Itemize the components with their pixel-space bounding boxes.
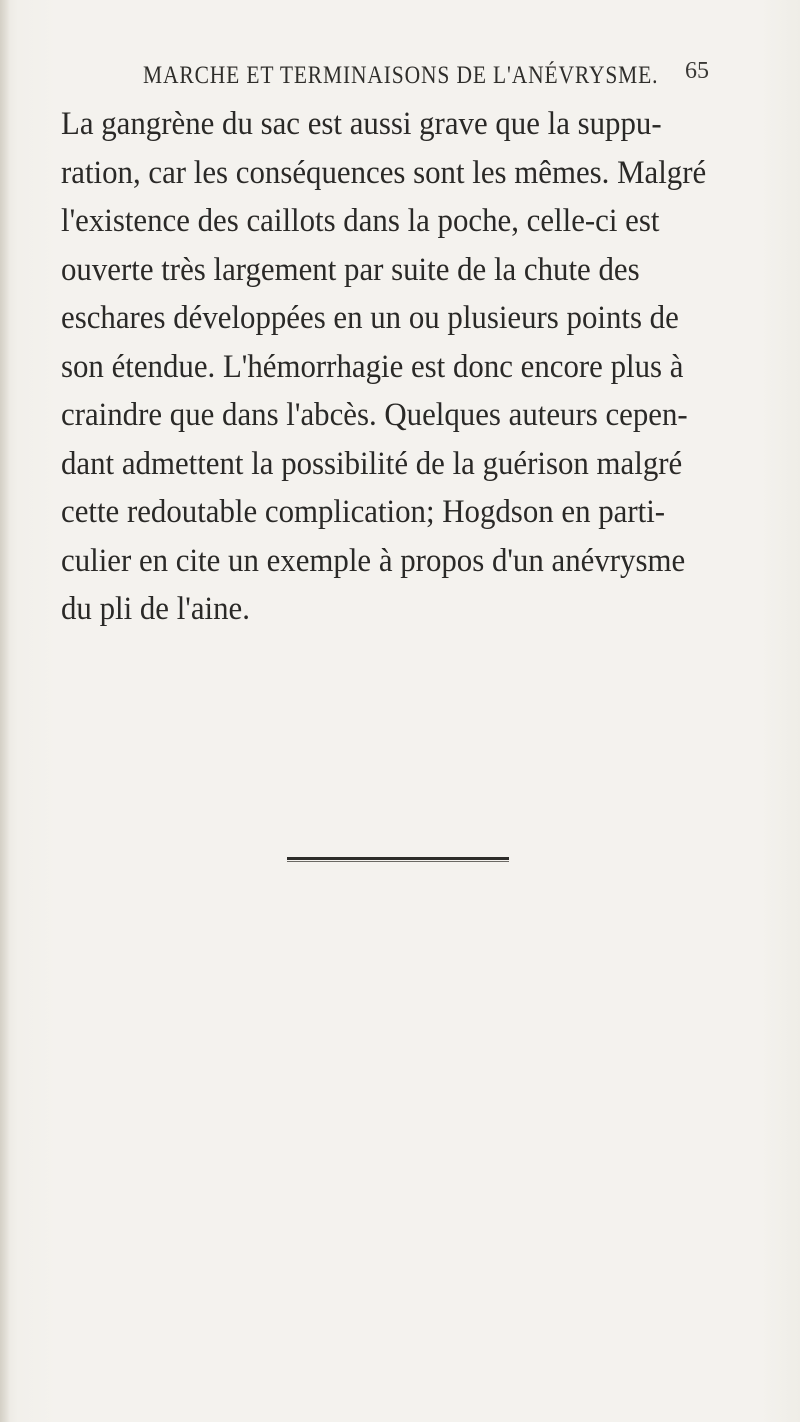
text-line: du pli de l'aine. [61,591,250,627]
text-line: l'existence des caillots dans la poche, celle-ci est [61,203,660,239]
page-number: 65 [685,58,709,84]
text-line: eschares développées en un ou plusieurs points de [61,300,679,336]
text-line: ration, car les conséquences sont les mêmes. Malgré [61,154,707,191]
text-line: culier en cite un exemple à propos d'un anévrysme [61,542,686,579]
text-line: La gangrène du sac est aussi grave que la suppu- [61,106,662,142]
text-line: craindre que dans l'abcès. Quelques auteurs cepen- [61,397,688,433]
paragraph [61,100,741,634]
text-line: son étendue. L'hémorrhagie est donc encore plus à [61,348,684,385]
section-end-rule [287,857,509,860]
page-header [143,58,743,102]
text-line: dant admettent la possibilité de la guérison malgré [61,445,683,482]
section-end-rule-thin [287,861,509,862]
page-gutter-shadow [0,0,10,1422]
running-head: MARCHE ET TERMINAISONS DE L'ANÉVRYSME. [143,62,659,89]
text-line: ouverte très largement par suite de la chute des [61,251,640,288]
text-line: cette redoutable complication; Hogdson en parti- [61,494,666,530]
